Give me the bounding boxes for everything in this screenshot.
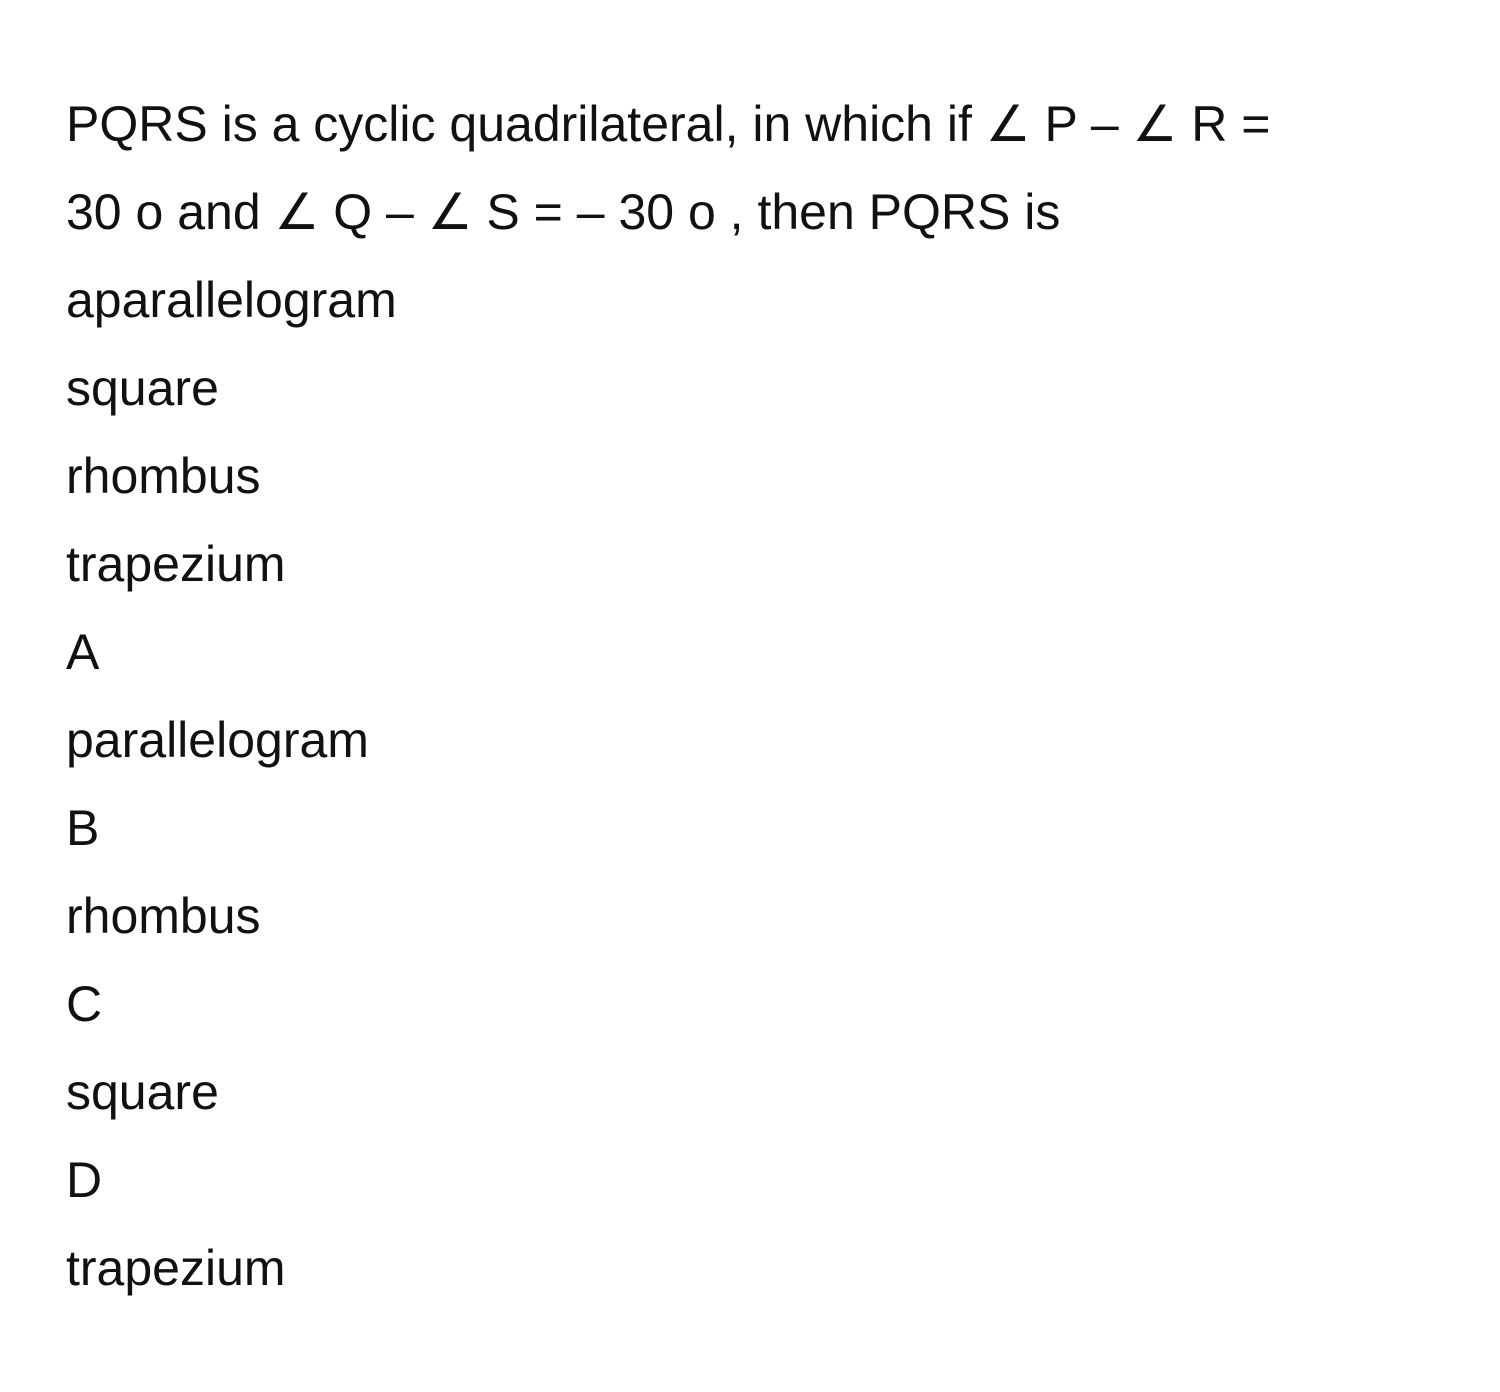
choice-text: rhombus	[66, 888, 261, 944]
choice-text: trapezium	[66, 1240, 286, 1296]
choice-a[interactable]	[66, 608, 1460, 784]
choice-letter: D	[66, 1152, 103, 1208]
choice-text: square	[66, 1064, 219, 1120]
question-line-2: 30 o and ∠ Q – ∠ S = – 30 o , then PQRS is	[66, 184, 1061, 240]
choice-d[interactable]	[66, 1136, 1460, 1312]
choice-c[interactable]	[66, 960, 1460, 1136]
choice-letter: A	[66, 624, 100, 680]
choice-letter: B	[66, 800, 100, 856]
inline-options-list	[66, 256, 1460, 608]
choice-b[interactable]	[66, 784, 1460, 960]
inline-option: square	[66, 360, 219, 416]
choice-letter: C	[66, 976, 103, 1032]
choices-list	[66, 608, 1460, 1312]
inline-option: rhombus	[66, 448, 261, 504]
inline-option: trapezium	[66, 536, 286, 592]
inline-option: aparallelogram	[66, 272, 397, 328]
question-line-1: PQRS is a cyclic quadrilateral, in which if ∠ P – ∠ R =	[66, 96, 1271, 152]
choice-text: parallelogram	[66, 712, 369, 768]
question-text	[66, 80, 1456, 256]
